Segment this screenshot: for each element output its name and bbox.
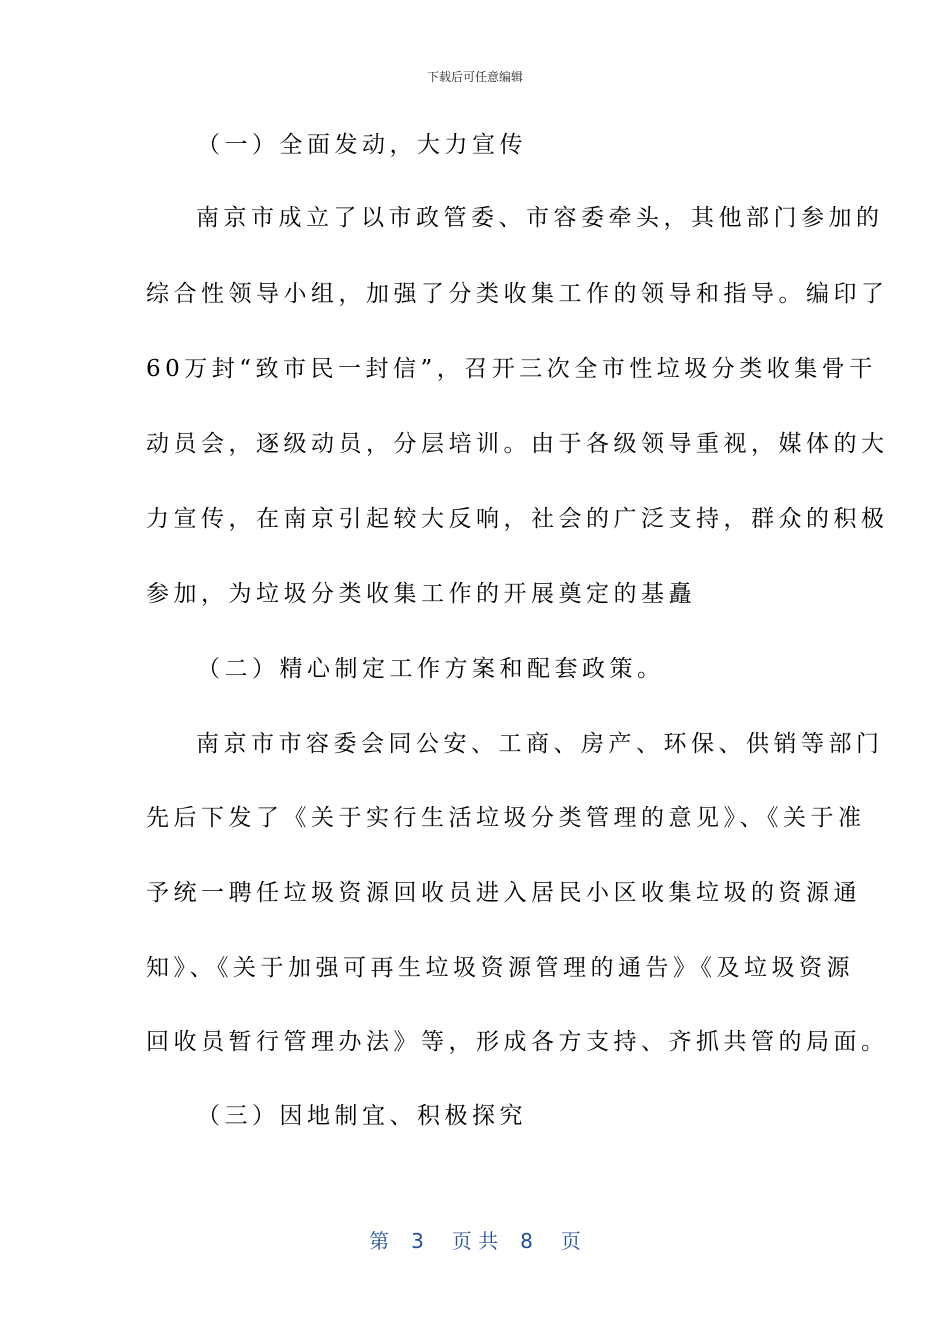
footer-prefix: 第	[369, 1229, 390, 1253]
paragraph-line: 60万封“致市民一封信”，召开三次全市性垃圾分类收集骨干	[146, 356, 877, 382]
page-header-note: 下载后可任意编辑	[426, 70, 523, 84]
paragraph-line: 综合性领导小组，加强了分类收集工作的领导和指导。编印了	[146, 281, 889, 307]
paragraph-line: 动员会，逐级动员，分层培训。由于各级领导重视，媒体的大	[146, 431, 889, 457]
paragraph-line: 力宣传，在南京引起较大反响，社会的广泛支持，群众的积极	[146, 506, 889, 532]
section-heading-3: （三）因地制宜、积极探究	[197, 1103, 527, 1129]
paragraph-line: 予统一聘任垃圾资源回收员进入居民小区收集垃圾的资源通	[146, 880, 861, 906]
section-heading-1: （一）全面发动，大力宣传	[197, 132, 527, 158]
total-pages-number: 8	[520, 1229, 533, 1253]
paragraph-line: 南京市成立了以市政管委、市容委牵头，其他部门参加的	[196, 205, 884, 231]
paragraph-line: 回收员暂行管理办法》等，形成各方支持、齐抓共管的局面。	[146, 1029, 889, 1055]
paragraph-line: 参加，为垃圾分类收集工作的开展奠定的基矗	[146, 581, 696, 607]
page-number-footer	[0, 1225, 950, 1254]
paragraph-line: 南京市市容委会同公安、工商、房产、环保、供销等部门	[196, 731, 884, 757]
paragraph-line: 知》、《关于加强可再生垃圾资源管理的通告》《及垃圾资源	[146, 955, 854, 981]
section-heading-2: （二）精心制定工作方案和配套政策。	[197, 656, 665, 682]
footer-middle: 页 共	[451, 1229, 499, 1253]
current-page-number: 3	[411, 1229, 424, 1253]
footer-suffix: 页	[560, 1229, 581, 1253]
paragraph-line: 先后下发了《关于实行生活垃圾分类管理的意见》、《关于准	[146, 805, 866, 831]
